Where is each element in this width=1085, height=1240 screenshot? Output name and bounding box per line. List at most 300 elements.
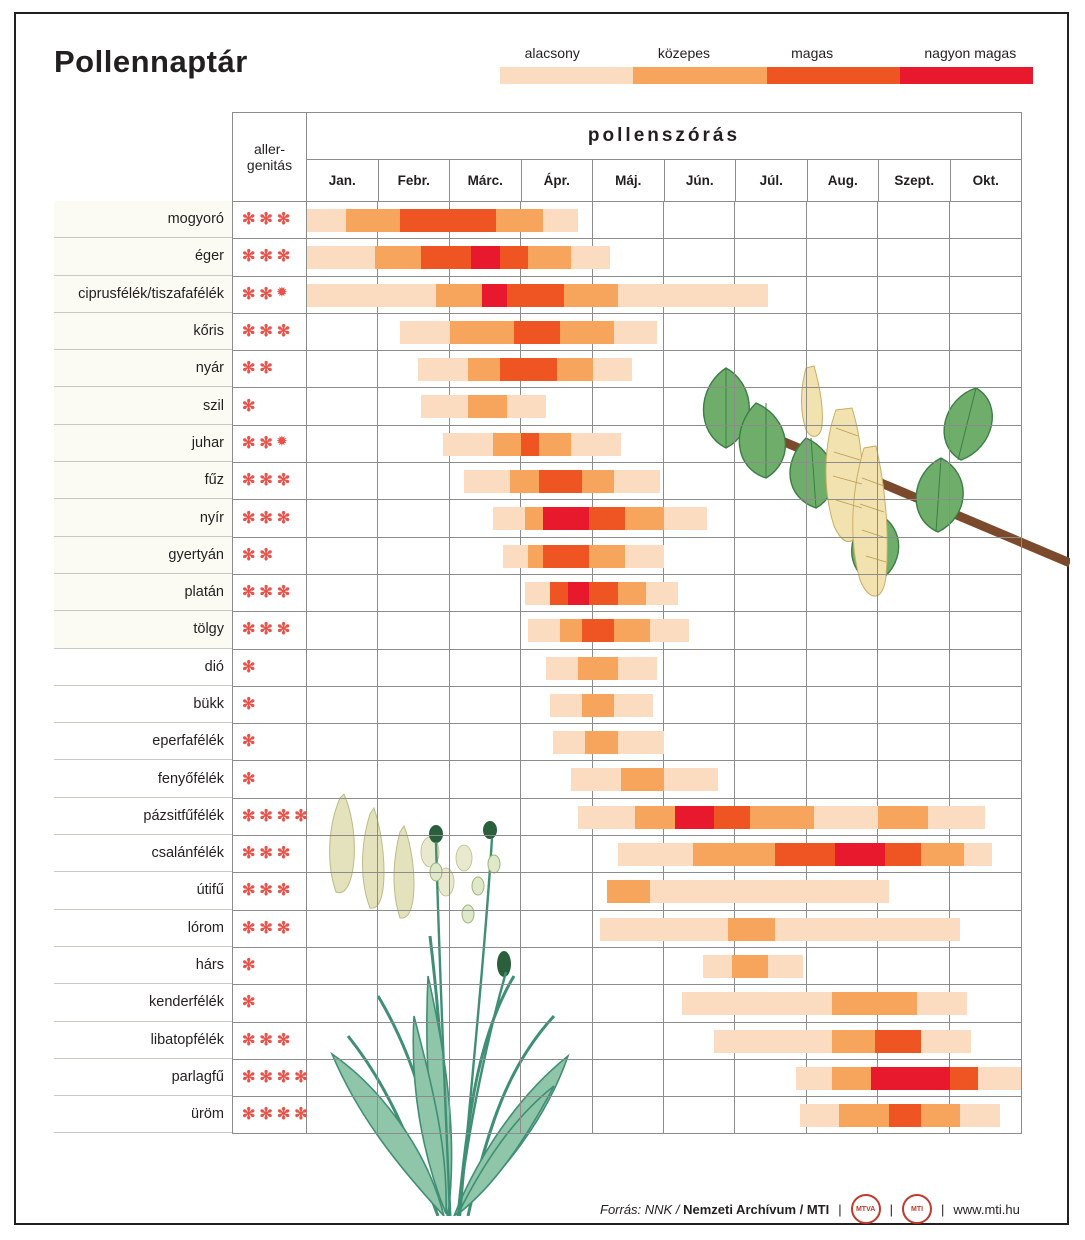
pollen-intensity-segment: [471, 246, 500, 269]
pollen-intensity-segment: [618, 284, 768, 307]
grid-cell: [307, 650, 378, 686]
grid-cell: [807, 463, 878, 499]
table-row: [232, 687, 1022, 724]
pollen-intensity-segment: [514, 321, 560, 344]
grid-cell: [878, 724, 949, 760]
plant-name: fűz: [54, 462, 232, 499]
allergenicity-half-star-icon: ✹: [276, 433, 287, 448]
pollen-intensity-segment: [539, 470, 582, 493]
allergenicity-cell: [233, 426, 307, 462]
grid-cell: [450, 1060, 521, 1096]
grid-cell: [878, 761, 949, 797]
pollen-bar-track: [307, 463, 1021, 499]
table-row: [232, 314, 1022, 351]
grid-cell: [521, 985, 592, 1021]
pollen-intensity-segment: [525, 507, 543, 530]
grid-cell: [593, 388, 664, 424]
grid-cell: [450, 687, 521, 723]
plant-name: platán: [54, 574, 232, 611]
grid-cell: [450, 724, 521, 760]
allergenicity-star-icon: ✻: [259, 509, 273, 527]
plant-name: juhar: [54, 425, 232, 462]
grid-cell: [735, 761, 806, 797]
allergenicity-star-icon: ✻: [276, 1031, 291, 1049]
plant-name: lórom: [54, 910, 232, 947]
pollen-intensity-segment: [521, 433, 539, 456]
pollen-intensity-segment: [928, 806, 985, 829]
allergenicity-star-icon: ✻: [259, 248, 273, 266]
grid-cell: [735, 426, 806, 462]
pollen-bar-track: [307, 351, 1021, 387]
grid-cell: [878, 388, 949, 424]
grid-cell: [878, 463, 949, 499]
pollen-intensity-segment: [614, 470, 660, 493]
allergenicity-star-icon: ✻: [259, 546, 273, 564]
grid-cell: [521, 1060, 592, 1096]
grid-cell: [378, 426, 449, 462]
grid-cell: [521, 948, 592, 984]
pollen-intensity-segment: [578, 657, 617, 680]
allergenicity-star-icon: ✻: [259, 807, 273, 825]
pollen-intensity-segment: [664, 768, 718, 791]
grid-cell: [878, 202, 949, 238]
allergenicity-cell: [233, 239, 307, 275]
allergenicity-star-icon: ✻: [276, 584, 291, 602]
allergenicity-star-icon: ✻: [276, 1068, 291, 1086]
allergenicity-star-icon: ✻: [276, 1106, 291, 1124]
allergenicity-star-icon: ✻: [242, 584, 256, 602]
allergenicity-star-icon: ✻: [242, 1106, 256, 1124]
grid-cell: [807, 687, 878, 723]
pollen-bar-track: [307, 426, 1021, 462]
allergenicity-star-icon: ✻: [242, 770, 256, 788]
allergenicity-cell: [233, 388, 307, 424]
pollen-intensity-segment: [510, 470, 539, 493]
pollen-intensity-segment: [814, 806, 878, 829]
pollen-intensity-segment: [528, 545, 542, 568]
grid-cell: [950, 873, 1021, 909]
grid-cell: [664, 687, 735, 723]
legend-label: nagyon magas: [924, 45, 1017, 61]
pollen-intensity-segment: [307, 246, 375, 269]
pollen-intensity-segment: [600, 918, 729, 941]
month-header-cell: Febr.: [379, 160, 451, 201]
grid-cell: [664, 538, 735, 574]
pollen-intensity-segment: [493, 507, 525, 530]
grid-cell: [307, 724, 378, 760]
allergenicity-cell: [233, 650, 307, 686]
grid-cell: [450, 761, 521, 797]
allergenicity-cell: [233, 761, 307, 797]
grid-cell: [307, 1023, 378, 1059]
pollen-bar-track: [307, 799, 1021, 835]
pollen-intensity-segment: [578, 806, 635, 829]
pollen-intensity-segment: [418, 358, 468, 381]
table-row: [232, 612, 1022, 649]
month-header-cell: Jan.: [307, 160, 379, 201]
pollen-intensity-segment: [571, 768, 621, 791]
grid-cell: [378, 724, 449, 760]
page-title: Pollennaptár: [54, 44, 248, 79]
grid-cell: [307, 575, 378, 611]
grid-cell: [450, 1097, 521, 1133]
plant-name: útifű: [54, 872, 232, 909]
pollen-intensity-segment: [468, 358, 500, 381]
grid-cell: [950, 426, 1021, 462]
grid-cell: [807, 351, 878, 387]
allergenicity-star-icon: ✻: [242, 733, 256, 751]
grid-cell: [807, 761, 878, 797]
grid-cell: [807, 575, 878, 611]
pollen-bar-track: [307, 1097, 1021, 1133]
grid-cell: [521, 1097, 592, 1133]
allergenicity-cell: [233, 836, 307, 872]
footer-divider-2: |: [889, 1201, 894, 1217]
pollen-bar-track: [307, 724, 1021, 760]
mtva-logo: MTVA: [851, 1194, 881, 1224]
pollen-intensity-segment: [964, 843, 993, 866]
grid-cell: [878, 687, 949, 723]
grid-cell: [378, 1023, 449, 1059]
grid-cell: [593, 1060, 664, 1096]
grid-cell: [878, 538, 949, 574]
allergenicity-star-icon: ✻: [276, 248, 291, 266]
pollen-intensity-segment: [493, 433, 522, 456]
month-header-row: [307, 160, 1021, 201]
pollen-intensity-segment: [871, 1067, 950, 1090]
pollen-intensity-segment: [728, 918, 774, 941]
table-row: [232, 351, 1022, 388]
pollen-intensity-segment: [768, 955, 804, 978]
pollen-intensity-segment: [839, 1104, 889, 1127]
pollen-intensity-segment: [539, 433, 571, 456]
allergenicity-star-icon: ✻: [242, 957, 256, 975]
allergenicity-cell: [233, 575, 307, 611]
grid-cell: [450, 612, 521, 648]
allergenicity-header-line2: genitás: [246, 157, 293, 173]
plant-name: hárs: [54, 947, 232, 984]
legend-label: közepes: [657, 45, 711, 61]
pollen-intensity-segment: [664, 507, 707, 530]
legend-label: magas: [791, 45, 834, 61]
allergenicity-cell: [233, 463, 307, 499]
grid-cell: [378, 948, 449, 984]
pollen-intensity-segment: [550, 694, 582, 717]
allergenicity-star-icon: ✻: [276, 919, 291, 937]
allergenicity-star-icon: ✻: [259, 360, 273, 378]
pollen-intensity-segment: [436, 284, 482, 307]
grid-cell: [735, 202, 806, 238]
pollen-intensity-segment: [400, 209, 496, 232]
allergenicity-star-icon: ✻: [242, 248, 256, 266]
pollen-bar-track: [307, 239, 1021, 275]
pollen-intensity-segment: [875, 1030, 921, 1053]
grid-cell: [950, 500, 1021, 536]
pollen-intensity-segment: [560, 321, 614, 344]
grid-cell: [378, 985, 449, 1021]
plant-name: dió: [54, 649, 232, 686]
table-body: [232, 202, 1022, 1134]
table-row: [232, 911, 1022, 948]
grid-cell: [307, 463, 378, 499]
allergenicity-star-icon: ✻: [259, 621, 273, 639]
allergenicity-star-icon: ✻: [242, 919, 256, 937]
grid-cell: [735, 1097, 806, 1133]
pollen-intensity-segment: [507, 395, 546, 418]
pollen-intensity-segment: [921, 843, 964, 866]
allergenicity-star-icon: ✻: [259, 1031, 273, 1049]
plant-name-column: [54, 112, 232, 1133]
legend-label: alacsony: [524, 45, 580, 61]
allergenicity-star-icon: ✻: [242, 845, 256, 863]
allergenicity-cell: [233, 985, 307, 1021]
pollen-intensity-segment: [800, 1104, 839, 1127]
allergenicity-star-icon: ✻: [276, 472, 291, 490]
legend-swatch: [500, 67, 633, 84]
grid-cell: [450, 799, 521, 835]
pollen-intensity-segment: [528, 246, 571, 269]
grid-cell: [950, 463, 1021, 499]
allergenicity-star-icon: ✻: [259, 845, 273, 863]
allergenicity-star-icon: ✻: [242, 509, 256, 527]
grid-cell: [378, 799, 449, 835]
mti-logo: MTI: [902, 1194, 932, 1224]
pollen-intensity-segment: [775, 843, 836, 866]
grid-cell: [950, 239, 1021, 275]
grid-cell: [950, 650, 1021, 686]
pollen-intensity-segment: [589, 507, 625, 530]
grid-cell: [378, 1060, 449, 1096]
pollen-intensity-segment: [646, 582, 678, 605]
grid-cell: [664, 351, 735, 387]
grid-cell: [807, 612, 878, 648]
grid-cell: [950, 202, 1021, 238]
grid-cell: [735, 612, 806, 648]
pollen-intensity-segment: [593, 358, 632, 381]
pollen-intensity-segment: [553, 731, 585, 754]
pollen-intensity-segment: [307, 284, 436, 307]
month-header-cell: Júl.: [736, 160, 808, 201]
pollen-bar-track: [307, 873, 1021, 909]
grid-cell: [735, 388, 806, 424]
pollen-intensity-segment: [571, 433, 621, 456]
pollen-intensity-segment: [543, 545, 589, 568]
allergenicity-star-icon: ✻: [242, 658, 256, 676]
footer-divider-3: |: [941, 1201, 945, 1217]
legend-swatch: [633, 67, 766, 84]
plant-name: szil: [54, 387, 232, 424]
pollen-intensity-segment: [614, 619, 650, 642]
allergenicity-cell: [233, 1060, 307, 1096]
grid-cell: [807, 538, 878, 574]
grid-cell: [378, 836, 449, 872]
pollen-intensity-segment: [714, 1030, 832, 1053]
legend-labels: [500, 45, 1033, 67]
pollen-intensity-segment: [400, 321, 450, 344]
pollen-intensity-segment: [796, 1067, 832, 1090]
allergenicity-star-icon: ✻: [259, 211, 273, 229]
pollen-intensity-segment: [568, 582, 589, 605]
grid-cell: [664, 388, 735, 424]
grid-cell: [807, 202, 878, 238]
grid-cell: [878, 314, 949, 350]
pollen-intensity-segment: [482, 284, 507, 307]
pollen-intensity-segment: [500, 246, 529, 269]
grid-cell: [735, 724, 806, 760]
allergenicity-star-icon: ✻: [294, 1068, 308, 1086]
pollen-intensity-segment: [750, 806, 814, 829]
grid-cell: [593, 1023, 664, 1059]
pollen-bar-track: [307, 612, 1021, 648]
grid-cell: [521, 873, 592, 909]
grid-cell: [521, 1023, 592, 1059]
footer-source-bold: Nemzeti Archívum / MTI: [683, 1201, 830, 1217]
pollen-intensity-segment: [889, 1104, 921, 1127]
month-header-cell: Máj.: [593, 160, 665, 201]
table-row: [232, 650, 1022, 687]
pollen-intensity-segment: [564, 284, 618, 307]
plant-name: eperfafélék: [54, 723, 232, 760]
plant-name: gyertyán: [54, 537, 232, 574]
pollen-intensity-segment: [496, 209, 542, 232]
footer-divider-1: |: [838, 1201, 842, 1217]
plant-name: kőris: [54, 313, 232, 350]
grid-cell: [664, 426, 735, 462]
pollen-bar-track: [307, 575, 1021, 611]
grid-cell: [878, 948, 949, 984]
grid-cell: [307, 1097, 378, 1133]
grid-cell: [307, 948, 378, 984]
table-row: [232, 1060, 1022, 1097]
grid-cell: [378, 1097, 449, 1133]
table-row: [232, 1023, 1022, 1060]
pollen-intensity-segment: [582, 694, 614, 717]
pollen-intensity-segment: [589, 582, 618, 605]
pollen-bar-track: [307, 314, 1021, 350]
table-row: [232, 575, 1022, 612]
pollen-intensity-segment: [421, 246, 471, 269]
pollen-intensity-segment: [582, 470, 614, 493]
table-row: [232, 463, 1022, 500]
allergenicity-star-icon: ✻: [259, 919, 273, 937]
pollen-intensity-segment: [732, 955, 768, 978]
allergenicity-cell: [233, 948, 307, 984]
pollen-intensity-segment: [443, 433, 493, 456]
grid-cell: [593, 202, 664, 238]
grid-cell: [878, 277, 949, 313]
grid-cell: [593, 1097, 664, 1133]
name-column-spacer: [54, 112, 232, 201]
grid-cell: [664, 463, 735, 499]
allergenicity-star-icon: ✻: [242, 807, 256, 825]
table-row: [232, 239, 1022, 276]
allergenicity-cell: [233, 538, 307, 574]
allergenicity-cell: [233, 724, 307, 760]
pollen-intensity-segment: [618, 843, 693, 866]
pollen-intensity-segment: [468, 395, 507, 418]
plant-name: nyár: [54, 350, 232, 387]
grid-cell: [807, 426, 878, 462]
grid-cell: [950, 388, 1021, 424]
allergenicity-star-icon: ✻: [242, 360, 256, 378]
allergenicity-star-icon: ✻: [259, 882, 273, 900]
allergenicity-star-icon: ✻: [242, 621, 256, 639]
grid-cell: [735, 500, 806, 536]
grid-cell: [307, 500, 378, 536]
plant-name: mogyoró: [54, 201, 232, 238]
grid-cell: [593, 985, 664, 1021]
pollen-intensity-segment: [682, 992, 832, 1015]
plant-name: tölgy: [54, 611, 232, 648]
pollen-intensity-segment: [650, 880, 889, 903]
grid-cell: [735, 314, 806, 350]
allergenicity-star-icon: ✻: [276, 845, 291, 863]
grid-cell: [950, 911, 1021, 947]
grid-cell: [664, 1097, 735, 1133]
grid-cell: [450, 650, 521, 686]
pollen-intensity-segment: [618, 657, 657, 680]
pollen-intensity-segment: [675, 806, 714, 829]
pollen-intensity-segment: [614, 321, 657, 344]
table-row: [232, 724, 1022, 761]
month-header-cell: Jún.: [665, 160, 737, 201]
plant-name: pázsitfűfélék: [54, 798, 232, 835]
allergenicity-star-icon: ✻: [242, 1068, 256, 1086]
plant-name: éger: [54, 238, 232, 275]
allergenicity-star-icon: ✻: [259, 1068, 273, 1086]
footer-url: www.mti.hu: [953, 1201, 1020, 1217]
pollen-intensity-segment: [714, 806, 750, 829]
grid-cell: [735, 650, 806, 686]
month-header-cell: Ápr.: [522, 160, 594, 201]
allergenicity-star-icon: ✻: [242, 546, 256, 564]
allergenicity-star-icon: ✻: [242, 882, 256, 900]
grid-cell: [950, 351, 1021, 387]
table-row: [232, 426, 1022, 463]
grid-cell: [307, 351, 378, 387]
pollen-intensity-segment: [978, 1067, 1021, 1090]
grid-cell: [878, 426, 949, 462]
plant-name: üröm: [54, 1096, 232, 1133]
grid-cell: [307, 687, 378, 723]
month-header-cell: Márc.: [450, 160, 522, 201]
table-row: [232, 985, 1022, 1022]
plant-name: ciprusfélék/tiszafafélék: [54, 276, 232, 313]
grid-cell: [378, 650, 449, 686]
pollen-bar-track: [307, 277, 1021, 313]
grid-cell: [950, 687, 1021, 723]
allergenicity-star-icon: ✻: [294, 1106, 308, 1124]
pollen-intensity-segment: [528, 619, 560, 642]
grid-cell: [307, 911, 378, 947]
grid-cell: [664, 650, 735, 686]
pollen-bar-track: [307, 985, 1021, 1021]
allergenicity-star-icon: ✻: [259, 472, 273, 490]
grid-cell: [735, 687, 806, 723]
pollen-intensity-segment: [625, 545, 664, 568]
grid-cell: [378, 500, 449, 536]
pollen-bar-track: [307, 911, 1021, 947]
grid-cell: [807, 650, 878, 686]
grid-cell: [735, 351, 806, 387]
grid-cell: [950, 761, 1021, 797]
table-row: [232, 948, 1022, 985]
table-row: [232, 1097, 1022, 1134]
pollen-intensity-segment: [375, 246, 421, 269]
pollen-intensity-segment: [421, 395, 467, 418]
allergenicity-star-icon: ✻: [276, 323, 291, 341]
pollen-bar-track: [307, 650, 1021, 686]
